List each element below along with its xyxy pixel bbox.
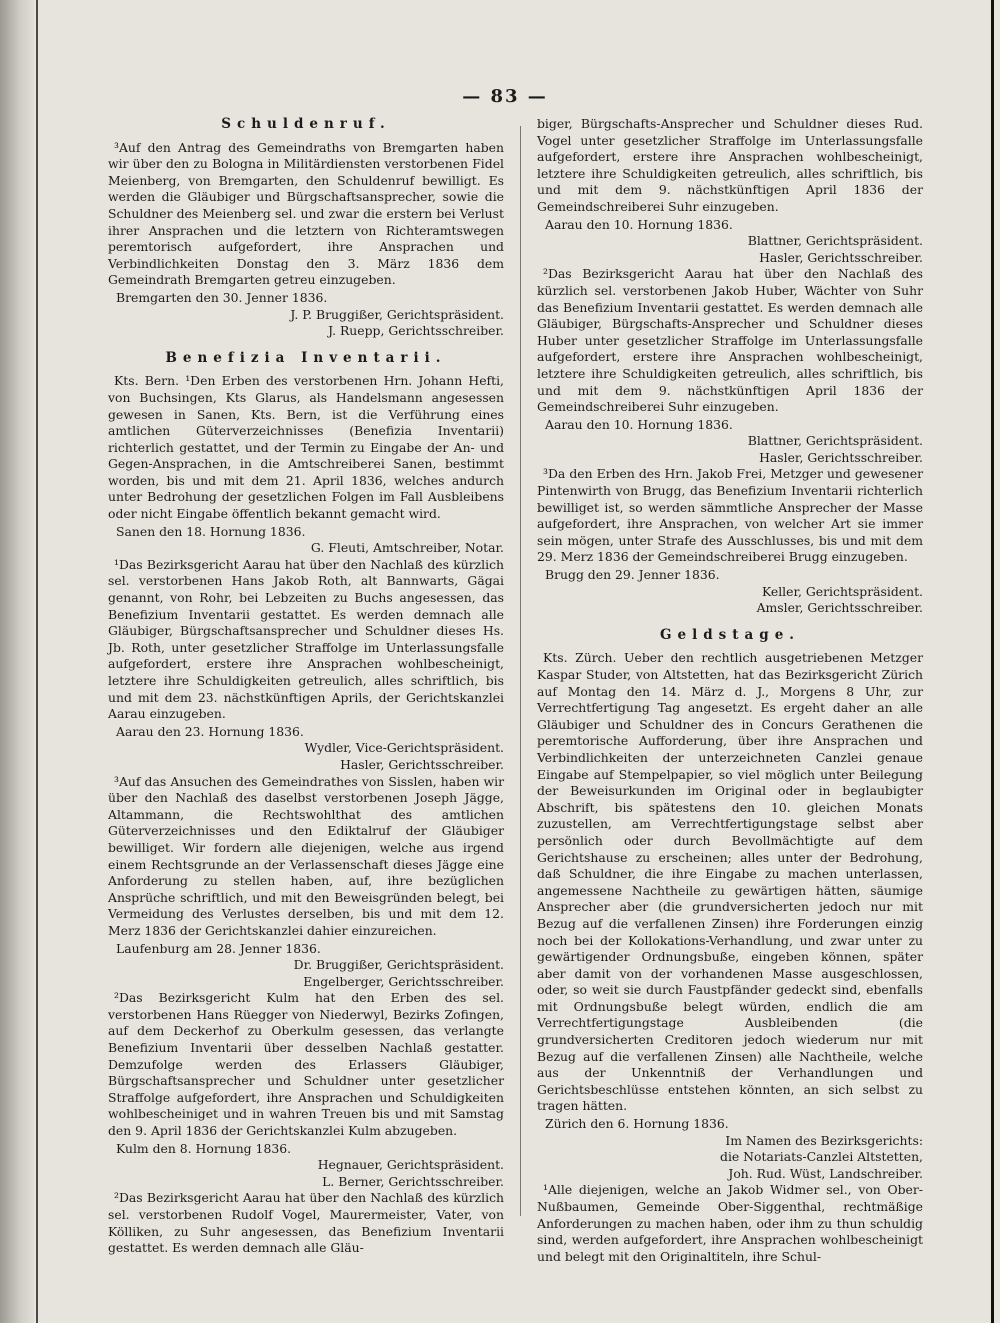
notice-text: ²Das Bezirksgericht Aarau hat über den Nachlaß des kürzlich sel. verstorbenen Jakob Huber, Wächter von Suhr das Benefizium Inventarii gestattet. Es werden demnach alle Gläubiger, Bürgschafts-Ansprecher und Schuldner dieses Huber unter gesetzlicher Straffolge im Unterlassungsfalle aufgefordert, erstere ihre Ansprachen wohlbescheinigt, letztere ihre Schuldigkeiten getreulich, alles schriftlich, bis und mit dem 9. nächstkünftigen April 1836 der Gemeindschreiberei Suhr einzugeben. [537,266,923,415]
notice-signature: Hasler, Gerichtsschreiber. [759,249,923,265]
notice-text: ³Da den Erben des Hrn. Jakob Frei, Metzger und gewesener Pintenwirth von Brugg, das Benefizium Inventarii richterlich bewilliget ist, so werden sämmtliche Ansprecher der Masse aufgefordert, ihre Ansprachen, von welcher Art sie immer sein mögen, unter Strafe des Ausschlusses, bis und mit dem 29. Merz 1836 der Gemeindschreiberei Brugg einzugeben. [537,466,923,565]
notice-signature: die Notariats-Canzlei Altstetten, [720,1149,923,1165]
notice-text: Kts. Zürch. Ueber den rechtlich ausgetriebenen Metzger Kaspar Studer, von Altstetten, hat das Bezirksgericht Zürich auf Montag den 14. März d. J., Morgens 8 Uhr, zur Verrechtfertigung Tag angesetzt. Es ergeht daher an alle Gläubiger und Schuldner des in Concurs Gerathenen die peremtorische Aufforderung, über ihre Ansprachen und Verbindlichkeiten der unterzeichneten Canzlei genaue Eingabe auf Stempelpapier, so viel möglich unter Beilegung der Beweisurkunden im Original oder in beglaubigter Abschrift, bis spätestens den 10. gleichen Monats zuzustellen, am Verrechtfertigungstage selbst aber persönlich oder durch Bevollmächtigte auf dem Gerichtshause zu erscheinen; alles unter der Bedrohung, daß Schuldner, die ihre Eingabe zu machen unterlassen, angemessene Nachtheile zu gewärtigen hätten, säumige Ansprecher aber (die grundversicherten jedoch nur mit Bezug auf die verfallenen Zinsen) ihre Forderungen einzig noch bei der Kollokations-Verhandlung, und zwar unter zu gewärtigender Ordnungsbuße, eingeben können, später aber damit von der vorhandenen Masse ausgeschlossen, oder, so weit sie durch Faustpfänder gedeckt sind, ebenfalls mit Ordnungsbuße belegt würden, endlich die am Verrechtfertigungstage Ausbleibenden (die grundversicherten Creditoren jedoch wiederum nur mit Bezug auf die verfallenen Zinsen) alle Nachtheile, welche aus der Unkenntniß der Verhandlungen und Gerichtsbeschlüsse entstehen könnten, an sich selbst zu tragen hätten. [537,650,923,1114]
notice-text: ²Das Bezirksgericht Kulm hat den Erben des sel. verstorbenen Hans Rüegger von Niederwyl, Bezirks Zofingen, auf dem Deckerhof zu Oberkulm gesessen, das verlangte Benefizium Inventarii über desselben Nachlaß gestatter. Demzufolge werden des Erlassers Gläubiger, Bürgschaftsansprecher und Schuldner unter gesetzlicher Straffolge aufgefordert, ihre Ansprachen und Schuldigkeiten wohlbescheiniget und in wahren Treuen bis und mit Samstag den 9. April 1836 der Gerichtskanzlei Kulm abzugeben. [108,990,504,1139]
notice-dateline: Aarau den 23. Hornung 1836. [116,723,304,739]
notice-signature: Dr. Bruggißer, Gerichtspräsident. [293,957,504,973]
notice-dateline: Aarau den 10. Hornung 1836. [545,216,733,232]
notice-dateline: Brugg den 29. Jenner 1836. [545,567,720,583]
notice-signature: Hasler, Gerichtsschreiber. [759,449,923,465]
heading-benefizia-inventarii: Benefizia Inventarii. [165,349,447,366]
notice-signature: J. P. Bruggißer, Gerichtspräsident. [290,306,504,322]
notice-dateline: Zürich den 6. Hornung 1836. [545,1116,729,1132]
notice-signature: G. Fleuti, Amtschreiber, Notar. [310,540,504,556]
right-page-edge [991,0,994,1323]
notice-signature: Wydler, Vice-Gerichtspräsident. [304,740,504,756]
binding-gutter [0,0,34,1323]
notice-dateline: Laufenburg am 28. Jenner 1836. [116,940,321,956]
right-column [537,116,923,1265]
notice-dateline: Bremgarten den 30. Jenner 1836. [116,289,328,305]
notice-text: ³Auf das Ansuchen des Gemeindrathes von Sisslen, haben wir über den Nachlaß des daselbst verstorbenen Joseph Jägge, Altammann, die Rechtswohlthat des amtlichen Güterverzeichnisses und den Ediktalruf der Gläubiger bewilliget. Wir fordern alle diejenigen, welche aus irgend einem Rechtsgrunde an der Verlassenschaft dieses Jägge eine Anforderung zu stellen haben, auf, ihre bezüglichen Ansprüche schriftlich, und mit den Beweisgründen belegt, bei Vermeidung des Verlustes derselben, bis und mit dem 12. Merz 1836 der Gerichtskanzlei dahier einzureichen. [108,773,504,938]
notice-signature: Amsler, Gerichtsschreiber. [756,600,923,616]
notice-signature: Hegnauer, Gerichtspräsident. [317,1157,504,1173]
notice-signature: Keller, Gerichtspräsident. [761,583,923,599]
heading-schuldenruf: Schuldenruf. [221,116,391,132]
notice-signature: Blattner, Gerichtspräsident. [747,233,923,249]
column-rule [520,126,521,1216]
notice-signature: Blattner, Gerichtspräsident. [747,433,923,449]
left-column [108,116,504,1257]
notice-dateline: Sanen den 18. Hornung 1836. [116,523,306,539]
gutter-shadow-line [36,0,38,1323]
notice-text: ¹Das Bezirksgericht Aarau hat über den Nachlaß des kürzlich sel. verstorbenen Hans Jakob Roth, alt Bannwarts, Gägai genannt, von Rohr, bei Lebzeiten zu Buchs angesessen, das Benefizium Inventarii gestattet. Es werden demnach alle Gläubiger, Bürgschaftsansprecher und Schuldner dieses Hs. Jb. Roth, unter gesetzlicher Straffolge im Unterlassungsfalle aufgefordert, erstere ihre Ansprachen wohlbescheinigt, letztere ihre Schuldigkeiten getreulich, alles schriftlich, bis und mit dem 23. nächstkünftigen Aprils, der Gerichtskanzlei Aarau einzugeben. [108,556,504,722]
notice-text: ²Das Bezirksgericht Aarau hat über den Nachlaß des kürzlich sel. verstorbenen Rudolf Vogel, Maurermeister, Vater, von Kölliken, zu Suhr angesessen, das Benefizium Inventarii gestattet. Es werden demnach alle Gläu- [108,1190,504,1256]
notice-text-continued: biger, Bürgschafts-Ansprecher und Schuldner dieses Rud. Vogel unter gesetzlicher Straffolge im Unterlassungsfalle aufgefordert, erstere ihre Ansprachen wohlbescheinigt, letztere ihre Schuldigkeiten getreulich, alles schriftlich, bis und mit dem 9. nächstkünftigen April 1836 der Gemeindschreiberei Suhr einzugeben. [537,116,923,214]
notice-signature: L. Berner, Gerichtsschreiber. [322,1173,504,1189]
notice-dateline: Kulm den 8. Hornung 1836. [116,1140,292,1156]
notice-signature: Joh. Rud. Wüst, Landschreiber. [728,1165,923,1181]
notice-text: ¹Alle diejenigen, welche an Jakob Widmer sel., von Ober-Nußbaumen, Gemeinde Ober-Siggenthal, rechtmäßige Anforderungen zu machen haben, oder ihm zu thun schuldig sind, werden aufgefordert, ihre Ansprachen wohlbescheinigt und belegt mit den Originaltiteln, ihre Schul- [537,1182,923,1264]
notice-signature: Engelberger, Gerichtsschreiber. [303,973,504,989]
heading-geldstage: Geldstage. [660,626,800,643]
notice-text: ³Auf den Antrag des Gemeindraths von Bremgarten haben wir über den zu Bologna in Militärdiensten verstorbenen Fidel Meienberg, von Bremgarten, den Schuldenruf bewilligt. Es werden die Gläubiger und Bürgschaftsansprecher, sowie die Schuldner des Meienberg sel. und zwar die erstern bei Verlust ihrer Ansprachen und die letztern von Richteramtswegen peremtorisch aufgefordert, ihre Ansprachen und Verbindlichkeiten Donstag den 3. März 1836 dem Gemeindrath Bremgarten getreu einzugeben. [108,139,504,288]
notice-signature: J. Ruepp, Gerichtsschreiber. [328,323,504,339]
notice-signature: Im Namen des Bezirksgerichts: [725,1132,923,1148]
page-number: — 83 — [462,86,548,107]
notice-dateline: Aarau den 10. Hornung 1836. [545,416,733,432]
notice-text: Kts. Bern. ¹Den Erben des verstorbenen Hrn. Johann Hefti, von Buchsingen, Kts Glarus, als Handelsmann angesessen gewesen in Sanen, Kts. Bern, ist die Verführung eines amtlichen Güterverzeichnisses (Benefizia Inventarii) richterlich gestattet, und der Termin zu Eingabe der An- und Gegen-Ansprachen, in die Amtschreiberei Sanen, bestimmt worden, bis und mit dem 21. April 1836, welches andurch unter Bedrohung der gesetzlichen Folgen im Fall Ausbleibens oder nicht Eingabe öffentlich bekannt gemacht wird. [108,373,504,522]
notice-signature: Hasler, Gerichtsschreiber. [340,756,504,772]
